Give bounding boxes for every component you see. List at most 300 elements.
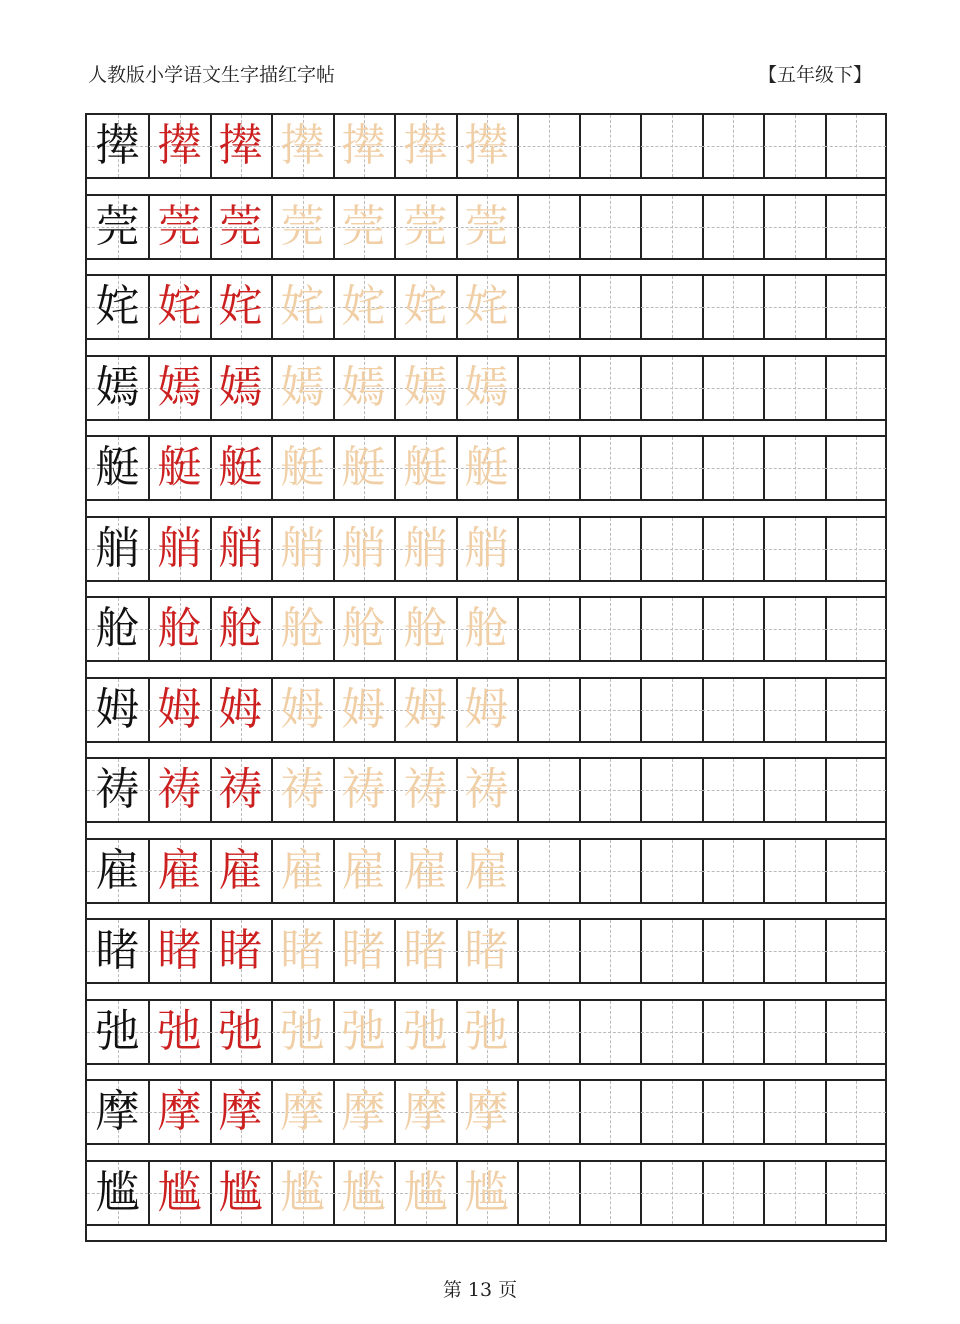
grid-cell [518, 1162, 581, 1224]
grid-cell [149, 920, 212, 982]
grid-cell [210, 276, 273, 338]
grid-cell [210, 1162, 273, 1224]
faint-trace-character: 弛 [403, 1005, 448, 1057]
grid-cell [272, 437, 335, 499]
guide-line-horizontal [702, 790, 763, 791]
model-character: 摩 [95, 1086, 140, 1137]
faint-trace-character: 姹 [403, 281, 448, 332]
grid-cell [764, 1162, 827, 1224]
faint-trace-character: 睹 [464, 925, 509, 976]
grid-cell [764, 357, 827, 419]
guide-line-horizontal [825, 629, 886, 630]
guide-line-horizontal [641, 146, 702, 147]
red-trace-character: 撵 [157, 120, 202, 171]
faint-trace-character: 莞 [280, 200, 325, 252]
grid-cell [641, 920, 704, 982]
grid-cell [518, 357, 581, 419]
grid-cell [395, 115, 458, 177]
grid-cell [149, 1162, 212, 1224]
faint-trace-character: 艇 [280, 442, 325, 493]
guide-line-horizontal [641, 629, 702, 630]
guide-line-horizontal [702, 951, 763, 952]
grid-cell [456, 598, 519, 660]
grid-cell [395, 920, 458, 982]
grid-cell [395, 598, 458, 660]
faint-trace-character: 姆 [280, 683, 325, 735]
guide-line-horizontal [702, 629, 763, 630]
faint-trace-character: 祷 [403, 764, 448, 815]
guide-line-horizontal [641, 227, 702, 228]
faint-trace-character: 雇 [403, 844, 448, 896]
grid-row [87, 196, 885, 260]
red-trace-character: 弛 [157, 1005, 202, 1057]
grid-row [87, 1081, 885, 1145]
guide-line-horizontal [702, 388, 763, 389]
grid-cell [87, 1162, 150, 1224]
model-character: 嫣 [95, 361, 140, 413]
model-character: 莞 [95, 200, 140, 252]
grid-cell [210, 196, 273, 258]
grid-cell [395, 1001, 458, 1063]
red-trace-character: 祷 [218, 764, 263, 815]
grid-cell [641, 276, 704, 338]
grid-cell [210, 357, 273, 419]
red-trace-character: 摩 [157, 1086, 202, 1137]
guide-line-horizontal [825, 1112, 886, 1113]
grid-cell [87, 1081, 150, 1143]
faint-trace-character: 尴 [341, 1166, 386, 1218]
guide-line-horizontal [764, 388, 825, 389]
guide-line-horizontal [764, 629, 825, 630]
faint-trace-character: 艄 [403, 522, 448, 574]
grid-cell [641, 1001, 704, 1063]
red-trace-character: 雇 [157, 844, 202, 896]
guide-line-horizontal [825, 227, 886, 228]
red-trace-character: 莞 [157, 200, 202, 252]
faint-trace-character: 祷 [464, 764, 509, 815]
grid-row [87, 759, 885, 823]
grid-cell [518, 679, 581, 741]
guide-line-horizontal [702, 307, 763, 308]
guide-line-horizontal [641, 951, 702, 952]
grid-cell [702, 276, 765, 338]
guide-line-horizontal [518, 146, 579, 147]
guide-line-horizontal [825, 549, 886, 550]
guide-line-horizontal [518, 871, 579, 872]
grid-cell [518, 437, 581, 499]
guide-line-horizontal [579, 1193, 640, 1194]
grid-cell [764, 1081, 827, 1143]
guide-line-horizontal [764, 307, 825, 308]
grid-cell [210, 840, 273, 902]
faint-trace-character: 嫣 [403, 361, 448, 413]
guide-line-horizontal [579, 629, 640, 630]
grid-cell [579, 920, 642, 982]
grid-cell [825, 1081, 886, 1143]
faint-trace-character: 弛 [280, 1005, 325, 1057]
model-character: 尴 [95, 1166, 140, 1218]
guide-line-horizontal [764, 1193, 825, 1194]
grid-cell [87, 518, 150, 580]
grid-cell [149, 1081, 212, 1143]
grid-cell [210, 920, 273, 982]
row-spacer [87, 1145, 885, 1162]
red-trace-character: 撵 [218, 120, 263, 171]
grid-cell [333, 196, 396, 258]
grid-cell [579, 276, 642, 338]
guide-line-horizontal [825, 871, 886, 872]
guide-line-horizontal [641, 468, 702, 469]
grid-cell [210, 598, 273, 660]
grid-cell [764, 276, 827, 338]
grid-cell [702, 1001, 765, 1063]
row-spacer [87, 823, 885, 840]
guide-line-horizontal [764, 549, 825, 550]
grid-cell [579, 357, 642, 419]
grid-cell [518, 840, 581, 902]
grid-cell [395, 679, 458, 741]
guide-line-horizontal [579, 710, 640, 711]
grid-cell [702, 357, 765, 419]
grid-cell [641, 1162, 704, 1224]
model-character: 姆 [95, 683, 140, 735]
grid-cell [333, 920, 396, 982]
grid-row [87, 679, 885, 743]
grid-cell [641, 115, 704, 177]
guide-line-horizontal [518, 1193, 579, 1194]
grid-cell [518, 115, 581, 177]
grid-row [87, 357, 885, 421]
grid-cell [456, 357, 519, 419]
guide-line-horizontal [579, 388, 640, 389]
grid-cell [149, 196, 212, 258]
guide-line-horizontal [764, 790, 825, 791]
grid-cell [579, 1081, 642, 1143]
grid-cell [579, 437, 642, 499]
grid-cell [825, 679, 886, 741]
grid-cell [702, 598, 765, 660]
faint-trace-character: 姹 [341, 281, 386, 332]
grid-cell [87, 598, 150, 660]
grid-cell [641, 679, 704, 741]
grid-cell [87, 840, 150, 902]
guide-line-horizontal [641, 1032, 702, 1033]
grid-cell [825, 1162, 886, 1224]
faint-trace-character: 艄 [341, 522, 386, 574]
grid-cell [395, 759, 458, 821]
grid-row [87, 920, 885, 984]
model-character: 姹 [95, 281, 140, 332]
grid-cell [579, 115, 642, 177]
grid-cell [87, 437, 150, 499]
faint-trace-character: 艄 [464, 522, 509, 574]
guide-line-horizontal [641, 871, 702, 872]
red-trace-character: 尴 [218, 1166, 263, 1218]
grid-cell [579, 1162, 642, 1224]
red-trace-character: 睹 [157, 925, 202, 976]
red-trace-character: 弛 [218, 1005, 263, 1057]
faint-trace-character: 雇 [280, 844, 325, 896]
guide-line-horizontal [579, 227, 640, 228]
grid-cell [764, 1001, 827, 1063]
model-character: 雇 [95, 844, 140, 896]
model-character: 祷 [95, 764, 140, 815]
faint-trace-character: 姆 [403, 683, 448, 735]
grid-cell [333, 679, 396, 741]
grid-cell [456, 1162, 519, 1224]
faint-trace-character: 莞 [403, 200, 448, 252]
grid-cell [579, 518, 642, 580]
grid-cell [149, 598, 212, 660]
guide-line-horizontal [579, 871, 640, 872]
grid-cell [825, 920, 886, 982]
faint-trace-character: 姆 [464, 683, 509, 735]
guide-line-horizontal [641, 307, 702, 308]
row-spacer [87, 904, 885, 921]
grid-cell [272, 196, 335, 258]
grid-cell [702, 196, 765, 258]
grid-cell [87, 357, 150, 419]
grid-row [87, 276, 885, 340]
grid-cell [825, 115, 886, 177]
row-spacer [87, 582, 885, 599]
guide-line-horizontal [641, 1193, 702, 1194]
faint-trace-character: 嫣 [280, 361, 325, 413]
faint-trace-character: 嫣 [341, 361, 386, 413]
page-number: 第 13 页 [442, 1279, 518, 1301]
guide-line-horizontal [825, 388, 886, 389]
grid-cell [579, 1001, 642, 1063]
guide-line-horizontal [764, 871, 825, 872]
grid-cell [456, 759, 519, 821]
grid-cell [272, 1081, 335, 1143]
grid-cell [333, 1001, 396, 1063]
guide-line-horizontal [825, 1193, 886, 1194]
guide-line-horizontal [764, 227, 825, 228]
faint-trace-character: 姹 [280, 281, 325, 332]
grid-cell [272, 518, 335, 580]
grid-cell [764, 679, 827, 741]
grid-cell [210, 115, 273, 177]
faint-trace-character: 舱 [403, 603, 448, 654]
grid-cell [456, 115, 519, 177]
model-character: 舱 [95, 603, 140, 654]
faint-trace-character: 睹 [280, 925, 325, 976]
practice-grid [85, 113, 887, 1242]
grid-cell [87, 759, 150, 821]
faint-trace-character: 摩 [341, 1086, 386, 1137]
grid-cell [825, 518, 886, 580]
faint-trace-character: 弛 [341, 1005, 386, 1057]
faint-trace-character: 舱 [341, 603, 386, 654]
guide-line-horizontal [579, 1112, 640, 1113]
faint-trace-character: 舱 [464, 603, 509, 654]
grid-cell [272, 679, 335, 741]
row-spacer [87, 340, 885, 357]
grid-cell [579, 759, 642, 821]
grid-cell [702, 679, 765, 741]
red-trace-character: 艇 [157, 442, 202, 493]
grid-cell [456, 518, 519, 580]
guide-line-horizontal [702, 146, 763, 147]
grid-cell [825, 357, 886, 419]
guide-line-horizontal [518, 227, 579, 228]
red-trace-character: 嫣 [157, 361, 202, 413]
guide-line-horizontal [825, 1032, 886, 1033]
guide-line-horizontal [579, 307, 640, 308]
guide-line-horizontal [825, 468, 886, 469]
row-spacer [87, 984, 885, 1001]
red-trace-character: 睹 [218, 925, 263, 976]
grid-cell [333, 1081, 396, 1143]
faint-trace-character: 祷 [280, 764, 325, 815]
grid-cell [333, 518, 396, 580]
grid-cell [333, 598, 396, 660]
guide-line-horizontal [518, 790, 579, 791]
guide-line-horizontal [702, 227, 763, 228]
guide-line-horizontal [825, 307, 886, 308]
guide-line-horizontal [764, 710, 825, 711]
grid-cell [395, 357, 458, 419]
grid-cell [456, 679, 519, 741]
grid-cell [395, 840, 458, 902]
guide-line-horizontal [764, 951, 825, 952]
red-trace-character: 艄 [157, 522, 202, 574]
grid-cell [149, 437, 212, 499]
grid-cell [210, 759, 273, 821]
faint-trace-character: 雇 [341, 844, 386, 896]
grid-cell [702, 920, 765, 982]
guide-line-horizontal [641, 710, 702, 711]
header-grade: 【五年级下】 [758, 64, 873, 86]
guide-line-horizontal [702, 871, 763, 872]
grid-cell [764, 840, 827, 902]
guide-line-horizontal [825, 790, 886, 791]
guide-line-horizontal [702, 549, 763, 550]
grid-cell [518, 759, 581, 821]
grid-cell [764, 759, 827, 821]
guide-line-horizontal [764, 1112, 825, 1113]
guide-line-horizontal [764, 146, 825, 147]
guide-line-horizontal [518, 1032, 579, 1033]
grid-cell [456, 840, 519, 902]
grid-cell [210, 1081, 273, 1143]
grid-cell [702, 437, 765, 499]
grid-cell [825, 196, 886, 258]
faint-trace-character: 艇 [341, 442, 386, 493]
faint-trace-character: 嫣 [464, 361, 509, 413]
row-spacer [87, 179, 885, 196]
grid-cell [702, 759, 765, 821]
guide-line-horizontal [518, 388, 579, 389]
guide-line-horizontal [702, 1032, 763, 1033]
grid-cell [333, 437, 396, 499]
red-trace-character: 舱 [218, 603, 263, 654]
grid-cell [272, 1001, 335, 1063]
grid-cell [149, 518, 212, 580]
faint-trace-character: 姆 [341, 683, 386, 735]
grid-cell [518, 598, 581, 660]
guide-line-horizontal [702, 1112, 763, 1113]
faint-trace-character: 艄 [280, 522, 325, 574]
faint-trace-character: 尴 [280, 1166, 325, 1218]
grid-cell [825, 598, 886, 660]
faint-trace-character: 艇 [464, 442, 509, 493]
grid-cell [641, 1081, 704, 1143]
grid-cell [518, 276, 581, 338]
faint-trace-character: 姹 [464, 281, 509, 332]
guide-line-horizontal [641, 388, 702, 389]
faint-trace-character: 撵 [341, 120, 386, 171]
grid-cell [210, 518, 273, 580]
grid-cell [641, 759, 704, 821]
grid-cell [641, 357, 704, 419]
grid-cell [87, 1001, 150, 1063]
grid-cell [272, 115, 335, 177]
grid-row [87, 840, 885, 904]
grid-cell [87, 920, 150, 982]
red-trace-character: 祷 [157, 764, 202, 815]
grid-cell [702, 115, 765, 177]
grid-cell [272, 357, 335, 419]
grid-cell [518, 1081, 581, 1143]
grid-cell [579, 679, 642, 741]
red-trace-character: 雇 [218, 844, 263, 896]
faint-trace-character: 尴 [403, 1166, 448, 1218]
grid-cell [210, 437, 273, 499]
grid-cell [272, 920, 335, 982]
grid-cell [395, 276, 458, 338]
grid-cell [825, 276, 886, 338]
grid-cell [395, 196, 458, 258]
grid-cell [149, 840, 212, 902]
grid-cell [641, 437, 704, 499]
grid-cell [87, 115, 150, 177]
grid-cell [579, 840, 642, 902]
guide-line-horizontal [825, 951, 886, 952]
guide-line-horizontal [579, 468, 640, 469]
guide-line-horizontal [579, 790, 640, 791]
red-trace-character: 姆 [218, 683, 263, 735]
faint-trace-character: 摩 [280, 1086, 325, 1137]
guide-line-horizontal [579, 146, 640, 147]
red-trace-character: 尴 [157, 1166, 202, 1218]
grid-cell [518, 1001, 581, 1063]
model-character: 睹 [95, 925, 140, 976]
grid-cell [149, 115, 212, 177]
grid-cell [456, 276, 519, 338]
grid-cell [641, 598, 704, 660]
faint-trace-character: 撵 [464, 120, 509, 171]
grid-cell [272, 1162, 335, 1224]
guide-line-horizontal [518, 468, 579, 469]
faint-trace-character: 舱 [280, 603, 325, 654]
grid-row [87, 1162, 885, 1226]
grid-cell [210, 1001, 273, 1063]
grid-row [87, 437, 885, 501]
model-character: 艇 [95, 442, 140, 493]
guide-line-horizontal [579, 1032, 640, 1033]
grid-row [87, 598, 885, 662]
guide-line-horizontal [764, 1032, 825, 1033]
faint-trace-character: 摩 [403, 1086, 448, 1137]
grid-cell [825, 1001, 886, 1063]
row-spacer [87, 501, 885, 518]
faint-trace-character: 艇 [403, 442, 448, 493]
grid-cell [702, 1081, 765, 1143]
grid-cell [272, 598, 335, 660]
faint-trace-character: 撵 [403, 120, 448, 171]
